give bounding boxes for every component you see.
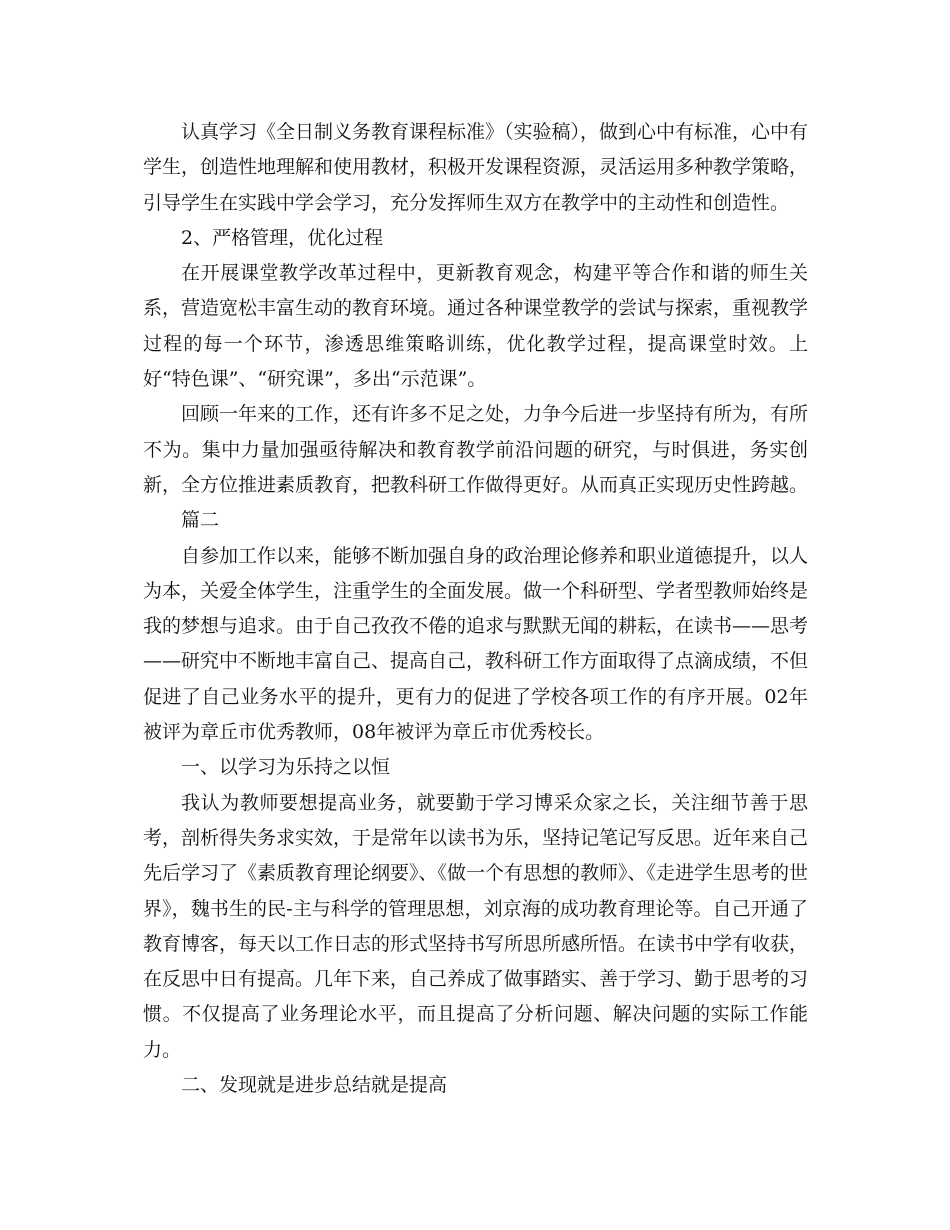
paragraph-teacher-learning: 我认为教师要想提高业务，就要勤于学习博采众家之长，关注细节善于思考，剖析得失务求实效，于是常年以读书为乐，坚持记笔记写反思。近年来自己先后学习了《素质教育理论纲要》、《做一个有思想的教师》、《走进学生思考的世界》，魏书生的民-主与科学的管理思想，刘京海的成功教育理论等。自己开通了教育博客，每天以工作日志的形式坚持书写所思所感所悟。在读书中学有收获，在反思中日有提高。几年下来，自己养成了做事踏实、善于学习、勤于思考的习惯。不仅提高了业务理论水平，而且提高了分析问题、解决问题的实际工作能力。: [143, 791, 809, 1061]
heading-strict-management: 2、严格管理，优化过程: [181, 226, 384, 249]
paragraph-review-year: 回顾一年来的工作，还有许多不足之处，力争今后进一步坚持有所为，有所不为。集中力量加强亟待解决和教育教学前沿问题的研究，与时俱进，务实创新，全方位推进素质教育，把教科研工作做得更好。从而真正实现历史性跨越。: [143, 403, 809, 496]
heading-part-two: 篇二: [181, 509, 220, 532]
paragraph-classroom-reform: 在开展课堂教学改革过程中，更新教育观念，构建平等合作和谐的师生关系，营造宽松丰富生动的教育环境。通过各种课堂教学的尝试与探索，重视教学过程的每一个环节，渗透思维策略训练，优化教学过程，提高课堂时效。上好“特色课”、“研究课”，多出“示范课”。: [143, 262, 809, 391]
paragraph-study-standards: 认真学习《全日制义务教育课程标准》（实验稿），做到心中有标准，心中有学生，创造性地理解和使用教材，积极开发课程资源，灵活运用多种教学策略，引导学生在实践中学会学习，充分发挥师生双方在教学中的主动性和创造性。: [143, 121, 809, 214]
document-body: [143, 115, 808, 1103]
heading-discovery-progress: 二、发现就是进步总结就是提高: [181, 1074, 448, 1097]
paragraph-since-work: 自参加工作以来，能够不断加强自身的政治理论修养和职业道德提升，以人为本，关爱全体学生，注重学生的全面发展。做一个科研型、学者型教师始终是我的梦想与追求。由于自己孜孜不倦的追求与默默无闻的耕耘，在读书——思考——研究中不断地丰富自己、提高自己，教科研工作方面取得了点滴成绩，不但促进了自己业务水平的提升，更有力的促进了学校各项工作的有序开展。02年被评为章丘市优秀教师，08年被评为章丘市优秀校长。: [143, 544, 809, 744]
heading-learning-joy: 一、以学习为乐持之以恒: [181, 756, 391, 779]
